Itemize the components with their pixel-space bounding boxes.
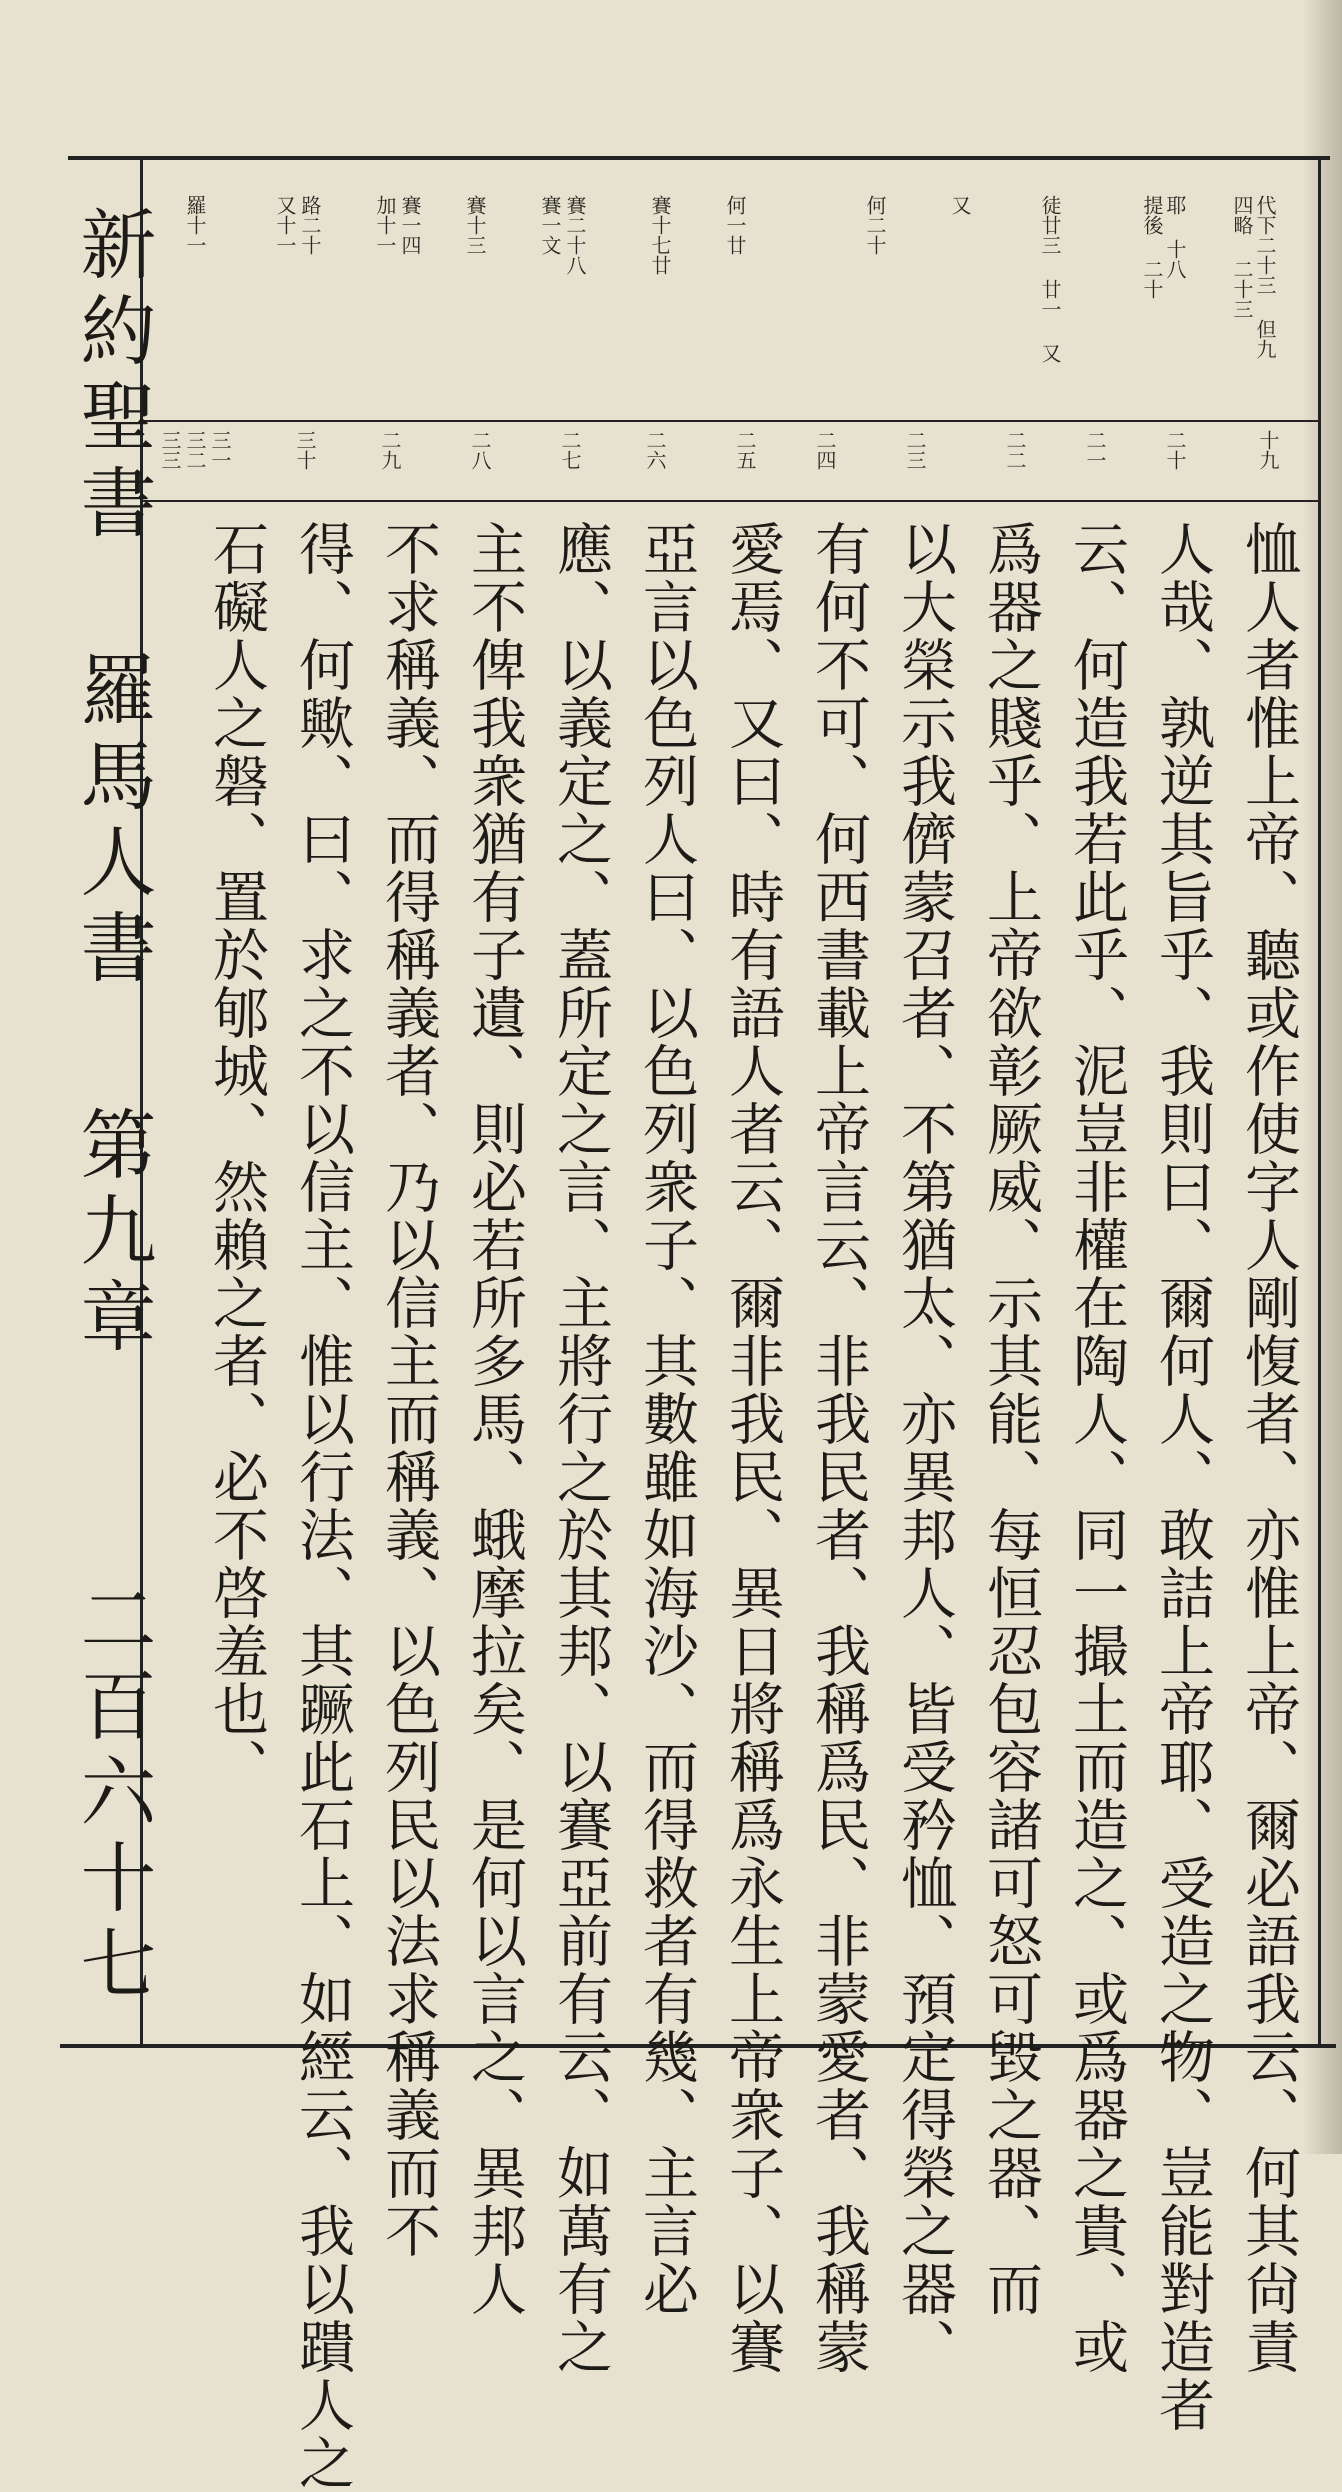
text-column: 人哉、孰逆其旨乎、我則曰、爾何人、敢詰上帝耶、受造之物、豈能對造者 — [1150, 520, 1215, 2434]
note-col: 路二十 — [298, 195, 322, 255]
note-col: 提後 二十 — [1140, 195, 1164, 299]
ref-number: 二九 — [378, 430, 402, 470]
text-column: 得、何歟、曰、求之不以信主、惟以行法、其蹶此石上、如經云、我以蹪人之 — [290, 520, 355, 2492]
ref-number: 二一 — [1083, 430, 1107, 470]
ref-number: 三十 — [293, 430, 317, 470]
note-col: 耶 十八 — [1163, 195, 1187, 279]
note-col: 賽十七廿 — [648, 195, 672, 275]
note-col: 何二十 — [863, 195, 887, 255]
section-title: 羅馬人書 — [68, 650, 157, 994]
top-border — [68, 156, 1330, 160]
note-col: 四略 二十三 — [1230, 195, 1254, 319]
note-col: 又 — [948, 195, 972, 215]
ref-number: 二六 — [643, 430, 667, 470]
text-column: 云、何造我若此乎、泥豈非權在陶人、同一撮土而造之、或爲器之貴、或 — [1064, 520, 1129, 2376]
ref-number: 二三 — [903, 430, 927, 470]
text-column: 恤人者惟上帝、聽或作使字人剛愎者、亦惟上帝、爾必語我云、何其尙責 — [1236, 520, 1301, 2376]
page-edge-shadow — [1302, 0, 1342, 2154]
note-col: 賽一四 — [398, 195, 422, 255]
text-column: 應、以義定之、蓋所定之言、主將行之於其邦、以賽亞前有云、如萬有之 — [548, 520, 613, 2376]
ref-number: 二二 — [1003, 430, 1027, 470]
note-col: 代下二十三 但九 — [1253, 195, 1277, 359]
text-column: 有何不可、何西書載上帝言云、非我民者、我稱爲民、非蒙愛者、我稱蒙 — [806, 520, 871, 2376]
note-col: 羅十一 — [183, 195, 207, 255]
frame-right-rule — [1318, 156, 1321, 2046]
text-column: 亞言以色列人曰、以色列衆子、其數雖如海沙、而得救者有幾、主言必 — [634, 520, 699, 2318]
note-col: 賽十三 — [463, 195, 487, 255]
note-col: 賽一文 — [538, 195, 562, 255]
ref-number: 二八 — [468, 430, 492, 470]
note-col: 何一廿 — [723, 195, 747, 255]
text-column: 不求稱義、而得稱義者、乃以信主而稱義、以色列民以法求稱義而不 — [376, 520, 441, 2260]
note-col: 徒廿三 廿一 又 — [1038, 195, 1062, 363]
ref-number: 二五 — [733, 430, 757, 470]
text-column: 主不俾我衆猶有子遺、則必若所多馬、蛾摩拉矣、是何以言之、異邦人 — [462, 520, 527, 2318]
ref-number: 三三 — [158, 430, 182, 470]
text-column: 石礙人之磐、置於郇城、然賴之者、必不啓羞也、 — [204, 520, 269, 1796]
notes-divider-1 — [140, 420, 1320, 422]
text-column: 爲器之賤乎、上帝欲彰厥威、示其能、每恒忍包容諸可怒可毀之器、而 — [978, 520, 1043, 2318]
note-col: 賽二十八 — [563, 195, 587, 275]
book-title: 新約聖書 — [68, 205, 157, 549]
notes-divider-2 — [140, 500, 1320, 502]
text-column: 愛焉、又曰、時有語人者云、爾非我民、異日將稱爲永生上帝衆子、以賽 — [720, 520, 785, 2376]
ref-number: 二七 — [558, 430, 582, 470]
chapter-title: 第九章 — [68, 1105, 157, 1363]
page-number: 二百六十七 — [68, 1580, 157, 2010]
note-col: 又十一 — [273, 195, 297, 255]
ref-number: 十九 — [1256, 430, 1280, 470]
ref-number: 三一 — [208, 430, 232, 470]
text-column: 以大榮示我儕蒙召者、不第猶太、亦異邦人、皆受矜恤、預定得榮之器、 — [892, 520, 957, 2376]
ref-number: 二四 — [813, 430, 837, 470]
ref-number: 二十 — [1163, 430, 1187, 470]
ref-number: 三二 — [183, 430, 207, 470]
note-col: 加十一 — [373, 195, 397, 255]
